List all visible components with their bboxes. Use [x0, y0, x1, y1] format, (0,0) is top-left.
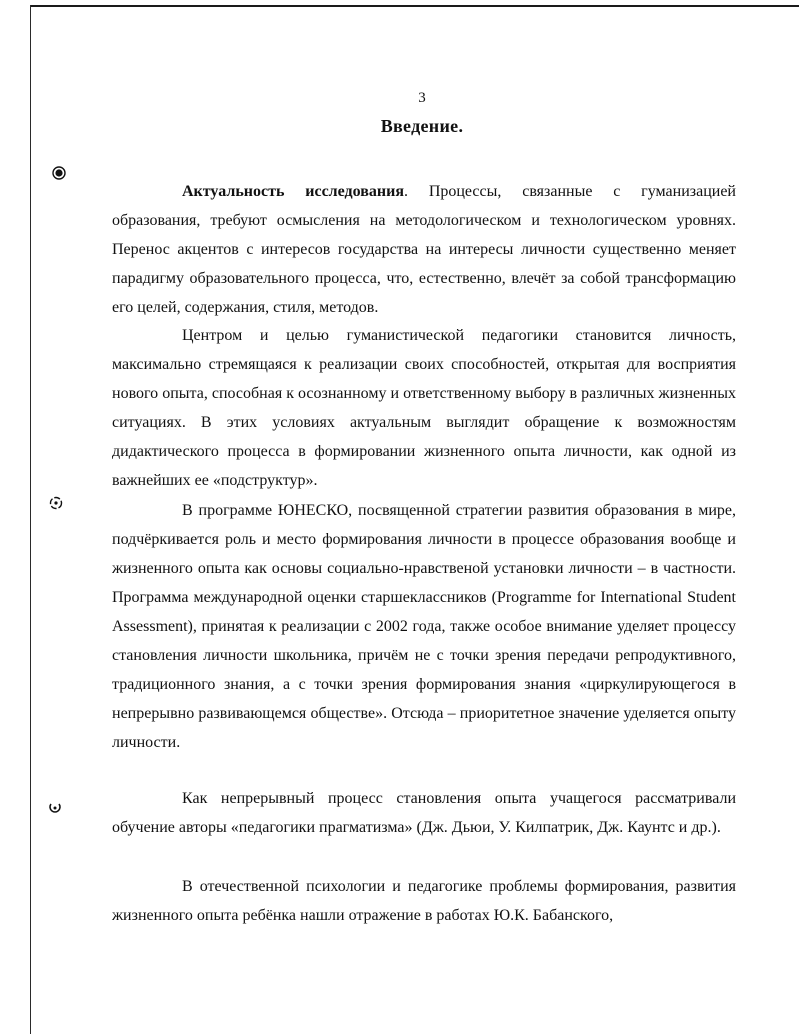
page-title: Введение. [380, 116, 464, 136]
punch-hole-icon [49, 496, 63, 510]
punch-hole-icon [52, 166, 66, 180]
punch-hole-icon [48, 800, 62, 814]
paragraph [112, 872, 736, 930]
paragraph [112, 496, 736, 757]
paragraph-text: В программе ЮНЕСКО, посвященной стратегии развития образования в мире, подчёркивается роль и место формирования личности в процессе образования вообще и жизненного опыта как основы социально-нравственой установки личности – в частности. Программа международной оценки старшеклассников (Programme for International Student Assessment), принятая к реализации с 2002 года, также особое внимание уделяет процессу становления личности школьника, причём не с точки зрения передачи репродуктивного, традиционного знания, а с точки зрения формирования знания «циркулирующегося в непрерывно развивающемся обществе». Отсюда – приоритетное значение уделяется опыту личности. [112, 502, 736, 751]
paragraph [112, 784, 736, 842]
paragraph-relevance [112, 177, 736, 322]
scan-border-top [30, 5, 799, 7]
paragraph-text: В отечественной психологии и педагогике проблемы формирования, развития жизненного опыта ребёнка нашли отражение в работах Ю.К. Бабанского, [112, 878, 736, 924]
paragraph [112, 321, 736, 495]
scan-border-left [30, 5, 31, 1034]
relevance-heading: Актуальность исследования [182, 183, 404, 200]
paragraph-text: . Процессы, связанные с гуманизацией образования, требуют осмысления на методологическом и технологическом уровнях. Перенос акцентов с интересов государства на интересы личности существенно меняет парадигму образовательного процесса, что, естественно, влечёт за собой трансформацию его целей, содержания, стиля, методов. [112, 183, 736, 316]
page-number: 3 [418, 90, 426, 106]
paragraph-text: Центром и целью гуманистической педагогики становится личность, максимально стремящаяся к реализации своих способностей, открытая для восприятия нового опыта, способная к осознанному и ответственному выбору в различных жизненных ситуациях. В этих условиях актуальным выглядит обращение к возможностям дидактического процесса в формировании жизненного опыта личности, как одной из важнейших ее «подструктур». [112, 327, 736, 489]
paragraph-text: Как непрерывный процесс становления опыта учащегося рассматривали обучение авторы «педагогики прагматизма» (Дж. Дьюи, У. Килпатрик, Дж. Каунтс и др.). [112, 790, 736, 836]
